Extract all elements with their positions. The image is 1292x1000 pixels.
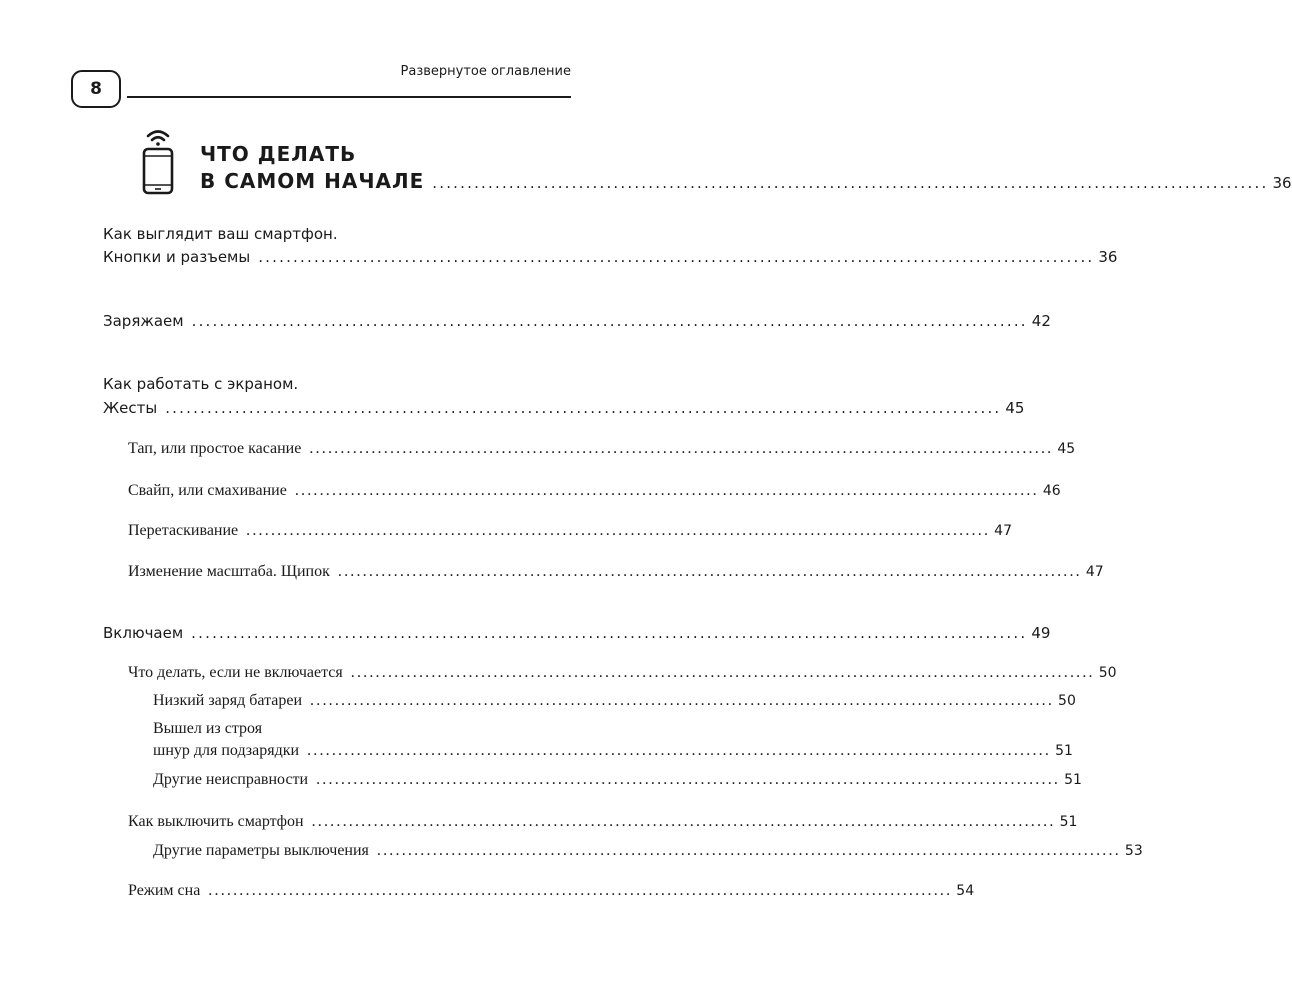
toc-subentry[interactable]: [128, 664, 1117, 682]
page-ref: 54: [956, 883, 975, 899]
leader-dots: ........................................................................................................................: [307, 742, 1052, 759]
page-ref: 47: [994, 523, 1012, 539]
header-rule: [127, 96, 571, 98]
toc-entry-label: Перетаскивание: [128, 522, 239, 539]
leader-dots: ........................................................................................................................: [350, 664, 1095, 681]
toc-subentry[interactable]: [128, 563, 1104, 581]
toc-entry-label: Заряжаем: [103, 312, 184, 330]
leader-dots: ........................................................................................................................: [258, 248, 1095, 266]
toc-entry-label: Изменение масштаба. Щипок: [128, 563, 330, 580]
leader-dots: ........................................................................................................................: [246, 522, 991, 539]
running-title: Развернутое оглавление: [400, 64, 571, 79]
toc-entry-line1: Как выглядит ваш смартфон.: [103, 225, 338, 243]
page-ref: 50: [1058, 693, 1076, 709]
page-ref: 46: [1042, 483, 1061, 499]
toc-entry[interactable]: [103, 399, 1025, 417]
toc-entry-label: Свайп, или смахивание: [128, 482, 287, 499]
page-ref: 53: [1124, 843, 1143, 859]
leader-dots: ........................................................................................................................: [310, 692, 1055, 709]
toc-entry-label: Как выключить смартфон: [128, 813, 304, 830]
toc-subentry[interactable]: [128, 440, 1076, 458]
toc-entry-label: Другие неисправности: [153, 771, 309, 788]
leader-dots: ........................................................................................................................: [208, 882, 953, 899]
leader-dots: ........................................................................................................................: [191, 312, 1028, 330]
page-ref: 42: [1031, 312, 1051, 330]
page-ref: 51: [1055, 743, 1073, 759]
leader-dots: ........................................................................................................................: [376, 842, 1121, 859]
toc-subentry[interactable]: [128, 882, 975, 900]
leader-dots: ........................................................................................................................: [311, 813, 1056, 830]
page-ref: 45: [1005, 399, 1025, 417]
chapter-entry[interactable]: [200, 169, 1292, 193]
toc-entry-label: Другие параметры выключения: [153, 842, 369, 859]
leader-dots: ........................................................................................................................: [309, 440, 1054, 457]
smartphone-signal-icon: [138, 125, 178, 200]
toc-entry-label: Жесты: [103, 399, 158, 417]
toc-subentry[interactable]: [128, 813, 1078, 831]
toc-subentry[interactable]: [128, 482, 1061, 500]
toc-subsubentry[interactable]: [153, 842, 1143, 860]
toc-entry[interactable]: [103, 312, 1051, 330]
page-ref: 49: [1031, 624, 1051, 642]
leader-dots: ........................................................................................................................: [432, 174, 1269, 192]
toc-entry-label: Тап, или простое касание: [128, 440, 302, 457]
page-ref: 50: [1098, 665, 1117, 681]
toc-entry[interactable]: [103, 248, 1118, 266]
toc-subsubentry[interactable]: [153, 771, 1082, 789]
toc-entry-label: Низкий заряд батареи: [153, 692, 303, 709]
page-ref: 47: [1085, 564, 1104, 580]
toc-subsubentry[interactable]: [153, 692, 1076, 710]
toc-entry-line1: Как работать с экраном.: [103, 375, 299, 393]
leader-dots: ........................................................................................................................: [165, 399, 1002, 417]
toc-entry-label: Что делать, если не включается: [128, 664, 343, 681]
page-ref: 51: [1064, 772, 1082, 788]
toc-entry[interactable]: [103, 624, 1051, 642]
leader-dots: ........................................................................................................................: [294, 482, 1039, 499]
chapter-title-line2: В САМОМ НАЧАЛЕ: [200, 169, 425, 193]
toc-subentry[interactable]: [128, 522, 1012, 540]
page-ref: 51: [1059, 814, 1078, 830]
toc-entry-label: Режим сна: [128, 882, 201, 899]
toc-entry-label: Включаем: [103, 624, 184, 642]
leader-dots: ........................................................................................................................: [316, 771, 1061, 788]
leader-dots: ........................................................................................................................: [337, 563, 1082, 580]
page-number: 8: [71, 70, 121, 108]
toc-subsubentry[interactable]: [153, 742, 1073, 760]
toc-entry-label: Кнопки и разъемы: [103, 248, 251, 266]
page-ref: 36: [1098, 248, 1118, 266]
toc-entry-line1: Вышел из строя: [153, 720, 263, 737]
page-ref: 36: [1272, 174, 1292, 192]
leader-dots: ........................................................................................................................: [191, 624, 1028, 642]
chapter-title-line1: ЧТО ДЕЛАТЬ: [200, 142, 357, 166]
page-ref: 45: [1057, 441, 1076, 457]
toc-entry-label: шнур для подзарядки: [153, 742, 300, 759]
